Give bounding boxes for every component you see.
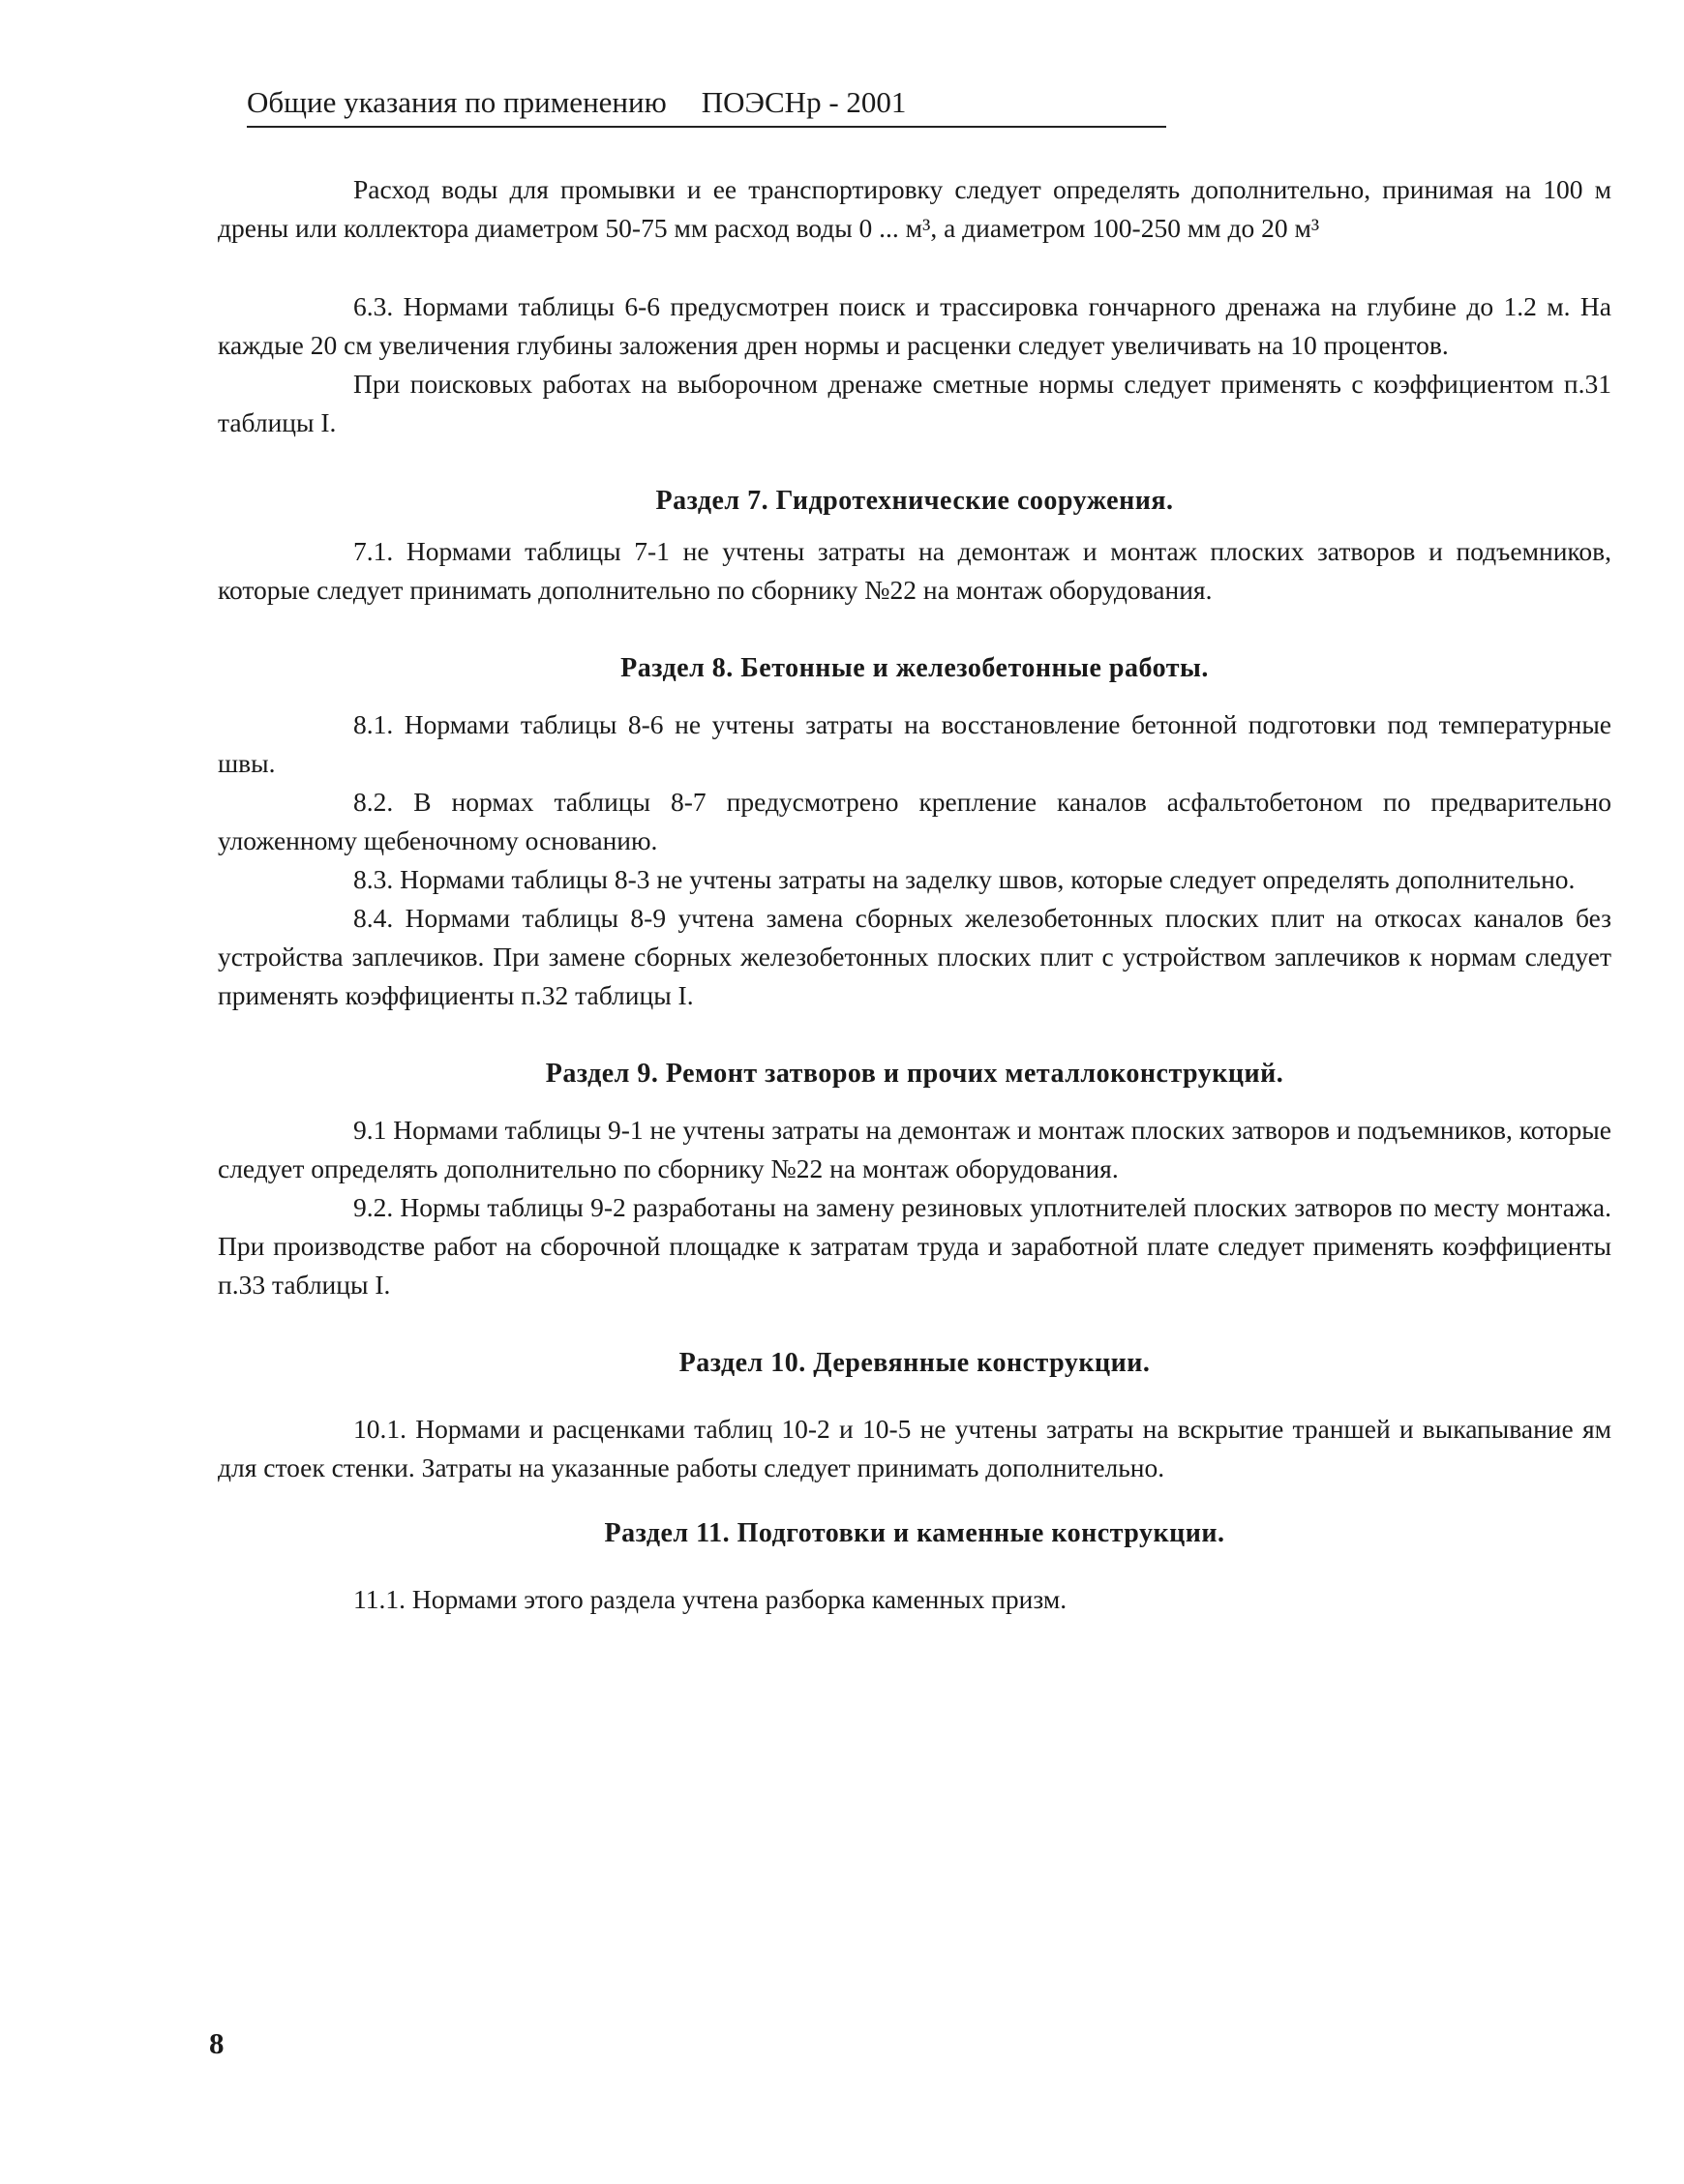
paragraph-6-3: 6.3. Нормами таблицы 6-6 предусмотрен поиск и трассировка гончарного дренажа на глубине до 1.2 м. На каждые 20 см увеличения глубины заложения дрен нормы и расценки следует увеличивать на 10 процентов. bbox=[218, 291, 1611, 360]
paragraph-8-2: 8.2. В нормах таблицы 8-7 предусмотрено крепление каналов асфальтобетоном по предварительно уложенному щебеночному основанию. bbox=[218, 787, 1611, 855]
section-7-heading: Раздел 7. Гидротехнические сооружения. bbox=[655, 486, 1174, 516]
running-header bbox=[247, 83, 1166, 128]
paragraph-8-1: 8.1. Нормами таблицы 8-6 не учтены затраты на восстановление бетонной подготовки под температурные швы. bbox=[218, 709, 1611, 778]
section-10-heading: Раздел 10. Деревянные конструкции. bbox=[678, 1348, 1151, 1378]
paragraph-8-3: 8.3. Нормами таблицы 8-3 не учтены затраты на заделку швов, которые следует определять дополнительно. bbox=[353, 864, 1576, 894]
document-body bbox=[218, 170, 1611, 1619]
section-11-heading: Раздел 11. Подготовки и каменные конструкции. bbox=[604, 1518, 1225, 1548]
paragraph-9-1: 9.1 Нормами таблицы 9-1 не учтены затраты на демонтаж и монтаж плоских затворов и подъемников, которые следует определять дополнительно по сборнику №22 на монтаж оборудования. bbox=[218, 1115, 1611, 1183]
paragraph-11-1: 11.1. Нормами этого раздела учтена разборка каменных призм. bbox=[353, 1584, 1068, 1614]
paragraph-7-1: 7.1. Нормами таблицы 7-1 не учтены затраты на демонтаж и монтаж плоских затворов и подъемников, которые следует принимать дополнительно по сборнику №22 на монтаж оборудования. bbox=[218, 536, 1611, 605]
header-doc-code: ПОЭСНр - 2001 bbox=[701, 85, 907, 119]
section-9-heading: Раздел 9. Ремонт затворов и прочих металлоконструкций. bbox=[545, 1059, 1284, 1089]
section-8-heading: Раздел 8. Бетонные и железобетонные работы. bbox=[620, 653, 1209, 683]
paragraph-10-1: 10.1. Нормами и расценками таблиц 10-2 и 10-5 не учтены затраты на вскрытие траншей и выкапывание ям для стоек стенки. Затраты на указанные работы следует принимать дополнительно. bbox=[218, 1414, 1611, 1482]
header-title: Общие указания по применению bbox=[247, 85, 667, 119]
water-consumption-paragraph: Расход воды для промывки и ее транспортировку следует определять дополнительно, принимая на 100 м дрены или коллектора диаметром 50-75 мм расход воды 0 ... м³, а диаметром 100-250 мм до 20 м³ bbox=[218, 174, 1611, 243]
paragraph-6-3-search: При поисковых работах на выборочном дренаже сметные нормы следует применять с коэффициентом п.31 таблицы I. bbox=[218, 369, 1611, 437]
page-number: 8 bbox=[209, 2026, 225, 2060]
paragraph-8-4: 8.4. Нормами таблицы 8-9 учтена замена сборных железобетонных плоских плит на откосах каналов без устройства заплечиков. При замене сборных железобетонных плоских плит с устройством заплечиков к нормам следует применять коэффициенты п.32 таблицы I. bbox=[218, 903, 1611, 1010]
paragraph-9-2: 9.2. Нормы таблицы 9-2 разработаны на замену резиновых уплотнителей плоских затворов по месту монтажа. При производстве работ на сборочной площадке к затратам труда и заработной плате следует применять коэффициенты п.33 таблицы I. bbox=[218, 1192, 1611, 1300]
